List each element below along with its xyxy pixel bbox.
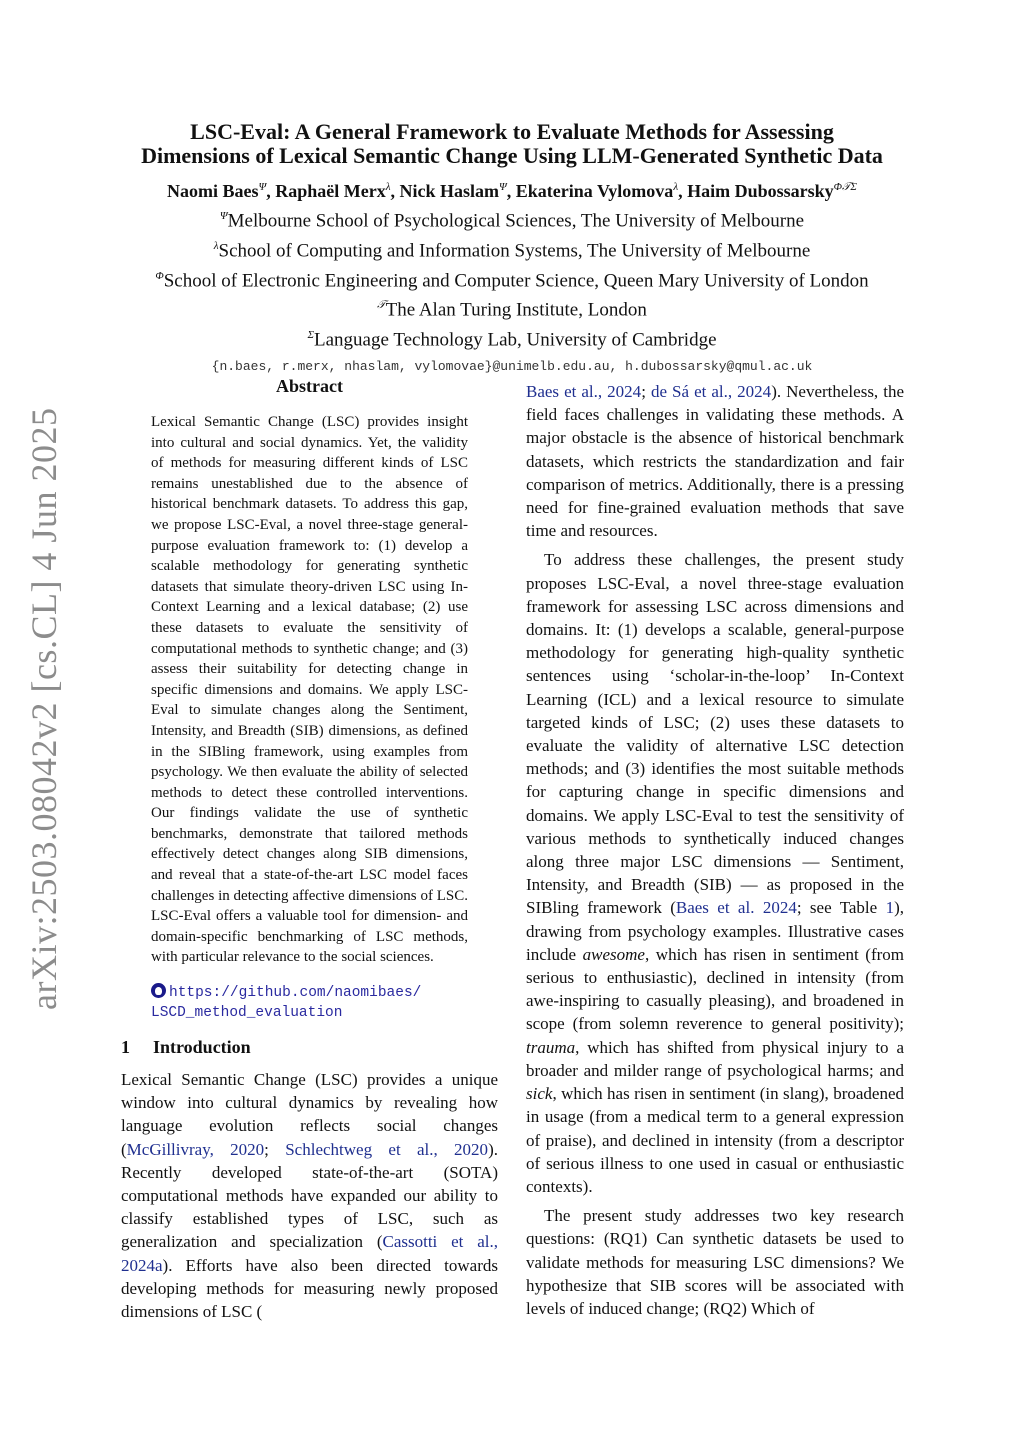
- affiliation-sup: λ: [213, 239, 219, 252]
- text-run: , which has risen in sentiment (in slang), broadened in usage (from a medical term to a general expression of praise), and declined in intensity (from a descriptor of serious illness to one used in casual or enthusiastic contexts).: [526, 1084, 904, 1196]
- paper-header: [100, 120, 924, 374]
- affiliation: [100, 264, 924, 294]
- author-sup: Φ𝒯Σ: [833, 181, 857, 193]
- author-sup: Ψ: [258, 181, 267, 193]
- affiliation-text: Melbourne School of Psychological Sciences, The University of Melbourne: [227, 210, 805, 232]
- text-run: ), drawing from psychology examples. Illustrative cases include: [526, 898, 904, 964]
- author-emails: {n.baes, r.merx, nhaslam, vylomovae}@unimelb.edu.au, h.dubossarsky@qmul.ac.uk: [211, 359, 813, 375]
- text-run: To address these challenges, the present study proposes LSC-Eval, a novel three-stage evaluation framework for assessing LSC across dimensions and domains. It: (1) develops a scalable, general-purpose methodology for generating high-quality synthetic sentences using ‘scholar-in-the-loop’ In-Context Learning (ICL) and a lexical resource to simulate targeted kinds of LSC; (2) uses these datasets to evaluate the validity of alternative LSC detection methods; and (3) identifies the most suitable methods for capturing change in specific dimensions and domains. We apply LSC-Eval to test the sensitivity of various methods to synthetically induced changes along three major LSC dimensions — Sentiment, Intensity, and Breadth (SIB) — as proposed in the SIBling framework (: [526, 550, 904, 918]
- citation-link[interactable]: Cassotti et al., 2024a: [121, 1232, 498, 1275]
- abstract-heading: Abstract: [276, 376, 343, 396]
- affiliation-sup: Σ: [307, 329, 315, 342]
- arxiv-identifier: arXiv:2503.08042v2 [cs.CL] 4 Jun 2025: [24, 407, 64, 1010]
- section-number: 1: [121, 1037, 130, 1058]
- section-heading: [121, 1037, 498, 1058]
- intro-paragraph-2: [526, 548, 904, 1198]
- affiliation-text: School of Computing and Information Systems, The University of Melbourne: [218, 240, 811, 262]
- intro-paragraph-3: The present study addresses two key research questions: (RQ1) Can synthetic datasets be used to validate methods for measuring LSC dimensions? We hypothesize that SIB scores will be associated with levels of induced change; (RQ2) Which of: [526, 1206, 904, 1318]
- author-name: Raphaël Merx: [275, 181, 386, 201]
- example-word: awesome: [582, 944, 645, 964]
- text-run: , which has shifted from physical injury to a broader and milder range of psychological harms; and: [526, 1037, 904, 1080]
- github-link[interactable]: [151, 983, 468, 1023]
- text-run: ). Efforts have also been directed towards developing methods for measuring newly proposed dimensions of LSC (: [121, 1255, 498, 1322]
- citation-link[interactable]: de Sá et al., 2024: [650, 382, 772, 401]
- text-run: Lexical Semantic Change (LSC) provides a unique window into cultural dynamics by revealing how language evolution reflects social changes (: [121, 1070, 498, 1159]
- citation-link[interactable]: Baes et al. 2024: [675, 898, 797, 918]
- affiliation-text: The Alan Turing Institute, London: [385, 299, 647, 321]
- title-line-2: Dimensions of Lexical Semantic Change Using LLM-Generated Synthetic Data: [141, 143, 883, 168]
- author-sup: Ψ: [499, 181, 507, 193]
- author-name: Nick Haslam: [399, 181, 500, 201]
- left-column: [121, 376, 498, 1323]
- affiliation: [100, 323, 924, 353]
- affiliation: [100, 234, 924, 264]
- github-url-part-2[interactable]: LSCD_method_evaluation: [151, 1005, 343, 1022]
- affiliation-sup: 𝒯: [377, 299, 386, 312]
- affiliation-sup: Ψ: [219, 210, 228, 222]
- citation-link[interactable]: McGillivray, 2020: [126, 1139, 265, 1159]
- example-word: sick: [526, 1084, 553, 1104]
- github-icon: [151, 983, 166, 998]
- author-sup: λ: [385, 181, 391, 193]
- intro-paragraph-1: [121, 1068, 498, 1323]
- affiliation-text: Language Technology Lab, University of Cambridge: [314, 329, 717, 351]
- author-name: Ekaterina Vylomova: [515, 181, 674, 201]
- abstract-text: Lexical Semantic Change (LSC) provides insight into cultural and social dynamics. Yet, the validity of methods for measuring different kinds of LSC remains unestablished due to the absence of historical benchmark datasets. To address this gap, we propose LSC-Eval, a novel three-stage general-purpose evaluation framework to: (1) develop a scalable methodology for generating synthetic datasets that simulate theory-driven LSC using In-Context Learning and a lexical database; (2) use these datasets to evaluate the sensitivity of computational methods to synthetic change; and (3) assess their suitability for detecting change in specific dimensions and domains. We apply LSC-Eval to simulate changes along the Sentiment, Intensity, and Breadth (SIB) dimensions, as defined in the SIBling framework, using examples from psychology. We then evaluate the ability of selected methods to detect these controlled interventions. Our findings validate the use of synthetic benchmarks, demonstrate that tailored methods effectively detect changes along SIB dimensions, and reveal that a state-of-the-art LSC model faces challenges in detecting affective dimensions of LSC. LSC-Eval offers a valuable tool for dimension- and domain-specific benchmarking of LSC methods, with particular relevance to the social sciences.: [151, 414, 468, 966]
- example-word: trauma: [526, 1037, 576, 1057]
- text-run: ; see Table: [796, 898, 886, 918]
- table-reference-link[interactable]: 1: [885, 898, 895, 918]
- author-name: Naomi Baes: [167, 181, 259, 201]
- affiliation: [100, 204, 924, 234]
- author-sup: λ: [673, 181, 679, 193]
- intro-paragraph-1-continued: [526, 380, 904, 542]
- citation-link[interactable]: Schlechtweg et al., 2020: [285, 1139, 489, 1159]
- text-run: ). Nevertheless, the field faces challenges in validating these methods. A major obstacle is the absence of historical benchmark datasets, which restricts the standardization and fair comparison of metrics. Additionally, there is a pressing need for fine-grained evaluation methods that save time and resources.: [526, 382, 904, 541]
- paper-title: [100, 120, 924, 168]
- text-run: ;: [641, 382, 651, 401]
- affiliation-sup: Φ: [155, 269, 164, 282]
- text-run: , which has risen in sentiment (from serious to enthusiastic), declined in intensity (from awe-inspiring to casually pleasing), and broadened in scope (from solemn reverence to general positivity);: [526, 944, 904, 1034]
- author-list: Naomi Baes$^\Psi$, Raphaël Merx$^\lambda$, Nick Haslam$^\Psi$, Ekaterina Vylomova$^\lambda$, Haim Dubossarsky$^{\Phi 𝒯\Sigma}$: [167, 181, 857, 201]
- author-name: Haim Dubossarsky: [687, 181, 834, 201]
- affiliation-text: School of Electronic Engineering and Computer Science, Queen Mary University of London: [163, 269, 869, 291]
- right-column: [526, 380, 904, 1320]
- affiliation: [100, 293, 924, 323]
- text-run: ). Recently developed state-of-the-art (SOTA) computational methods have expanded our ability to classify established types of LSC, such as generalization and specialization (: [121, 1139, 498, 1252]
- section-title: Introduction: [153, 1037, 251, 1058]
- title-line-1: LSC-Eval: A General Framework to Evaluate Methods for Assessing: [190, 119, 834, 144]
- text-run: ;: [264, 1139, 286, 1159]
- citation-link[interactable]: Baes et al., 2024: [526, 382, 642, 401]
- github-url-part-1[interactable]: https://github.com/naomibaes/: [169, 985, 422, 1002]
